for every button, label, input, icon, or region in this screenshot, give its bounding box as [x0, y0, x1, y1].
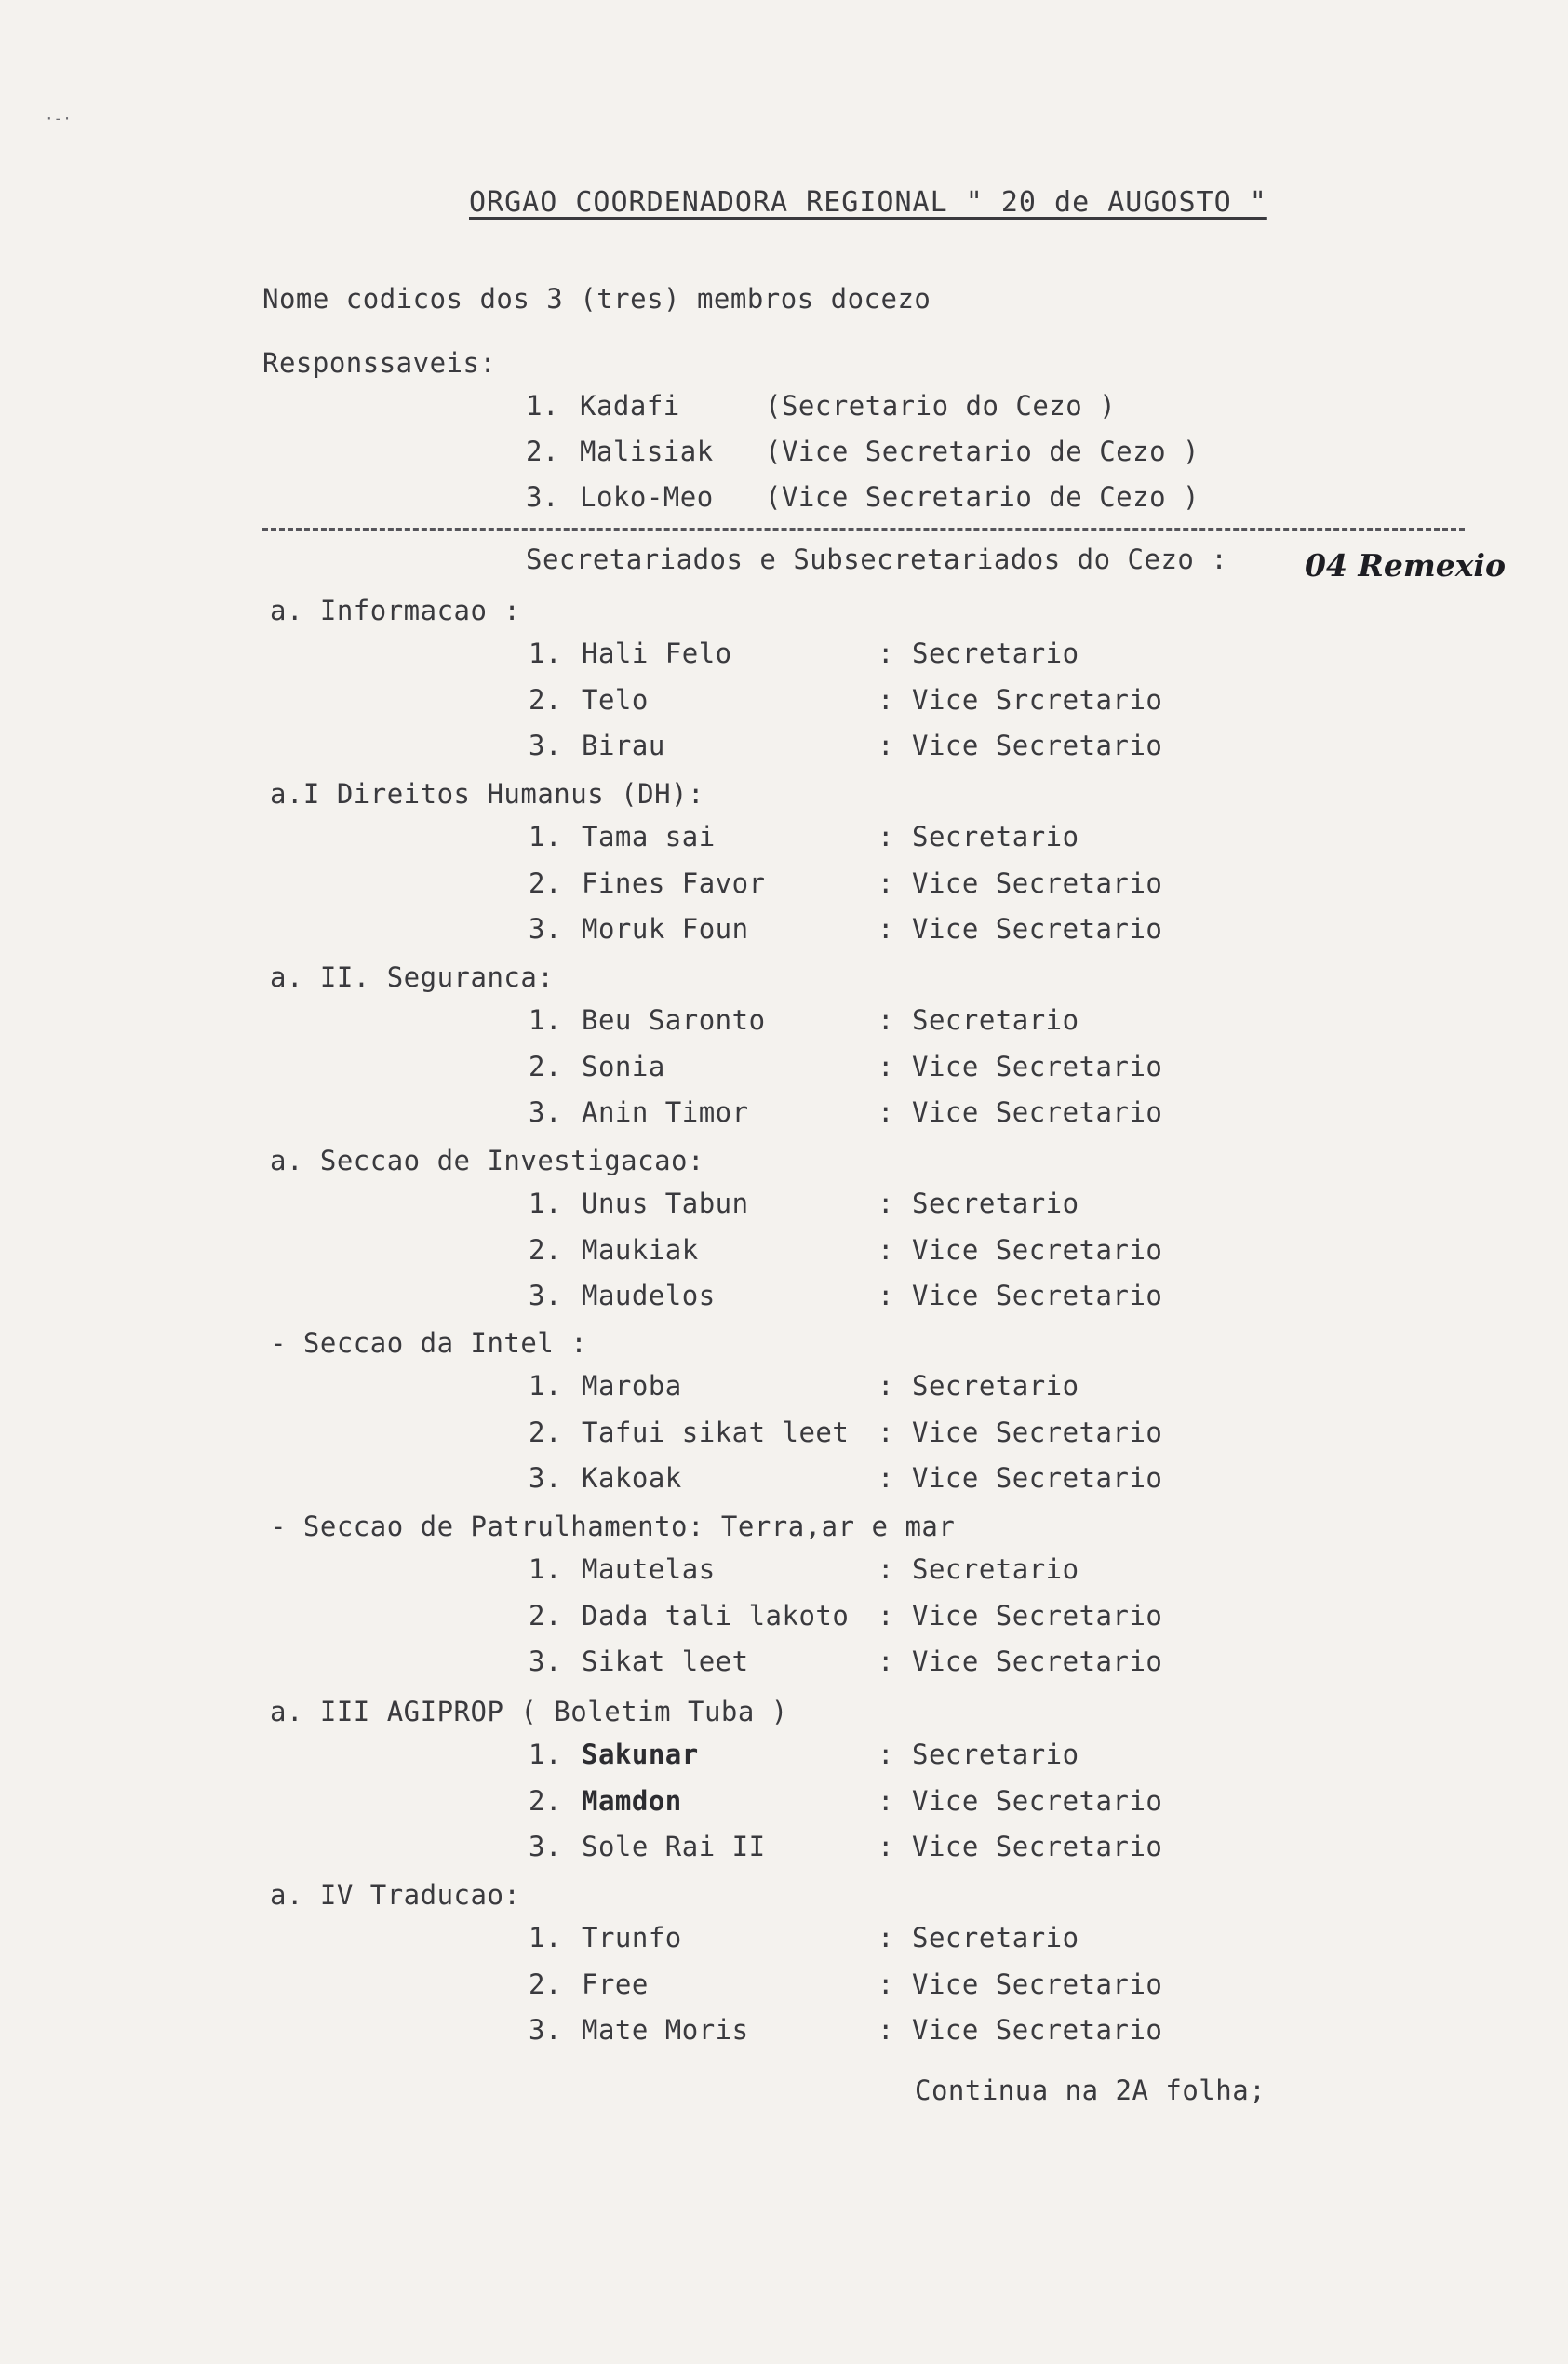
responsavel-number: 3. — [526, 481, 559, 513]
member-role: Vice Secretario — [912, 1417, 1163, 1448]
member-number: 3. — [529, 1096, 562, 1128]
member-role: Vice Secretario — [912, 1234, 1163, 1266]
member-number: 1. — [529, 821, 562, 853]
member-name: Birau — [582, 730, 665, 761]
member-separator: : — [878, 821, 894, 853]
member-separator: : — [878, 638, 894, 669]
member-number: 1. — [529, 1370, 562, 1402]
member-separator: : — [878, 1968, 894, 2000]
member-number: 2. — [529, 1417, 562, 1448]
member-name: Tafui sikat leet — [582, 1417, 850, 1448]
member-number: 1. — [529, 1004, 562, 1036]
responsavel-number: 2. — [526, 436, 559, 467]
member-separator: : — [878, 1004, 894, 1036]
member-separator: : — [878, 1051, 894, 1082]
member-number: 1. — [529, 1922, 562, 1954]
member-role: Secretario — [912, 1922, 1079, 1954]
member-name: Maukiak — [582, 1234, 699, 1266]
member-separator: : — [878, 867, 894, 899]
dashed-divider — [262, 528, 1465, 531]
member-number: 2. — [529, 684, 562, 716]
member-separator: : — [878, 1417, 894, 1448]
intro-line: Nome codicos dos 3 (tres) membros docezo — [262, 283, 931, 315]
member-number: 2. — [529, 1785, 562, 1817]
member-role: Vice Secretario — [912, 1785, 1163, 1817]
member-name: Free — [582, 1968, 649, 2000]
member-number: 2. — [529, 867, 562, 899]
member-role: Vice Secretario — [912, 1968, 1163, 2000]
member-number: 3. — [529, 2014, 562, 2046]
member-number: 1. — [529, 638, 562, 669]
member-name: Maroba — [582, 1370, 682, 1402]
section-heading: a. Seccao de Investigacao: — [270, 1145, 704, 1176]
member-separator: : — [878, 1370, 894, 1402]
member-role: Vice Secretario — [912, 1600, 1163, 1632]
member-number: 3. — [529, 1280, 562, 1311]
paper-blemish: ·-· — [45, 110, 72, 128]
member-separator: : — [878, 1280, 894, 1311]
member-separator: : — [878, 1739, 894, 1770]
member-role: Vice Secretario — [912, 1462, 1163, 1494]
responsavel-number: 1. — [526, 390, 559, 422]
member-name: Maudelos — [582, 1280, 716, 1311]
member-name: Sonia — [582, 1051, 665, 1082]
member-number: 2. — [529, 1051, 562, 1082]
member-role: Vice Secretario — [912, 913, 1163, 945]
member-role: Secretario — [912, 1553, 1079, 1585]
member-name: Dada tali lakoto — [582, 1600, 850, 1632]
member-name: Telo — [582, 684, 649, 716]
member-number: 1. — [529, 1553, 562, 1585]
section-heading: a. IV Traducao: — [270, 1879, 521, 1911]
member-name: Beu Saronto — [582, 1004, 766, 1036]
member-name: Moruk Foun — [582, 913, 749, 945]
member-name: Mamdon — [582, 1785, 682, 1817]
member-number: 3. — [529, 1645, 562, 1677]
member-number: 2. — [529, 1234, 562, 1266]
member-separator: : — [878, 730, 894, 761]
section-heading: - Seccao da Intel : — [270, 1327, 588, 1359]
member-separator: : — [878, 1645, 894, 1677]
responsavel-role: (Vice Secretario de Cezo ) — [765, 436, 1199, 467]
member-role: Secretario — [912, 1739, 1079, 1770]
handwritten-note: 04 Remexio — [1305, 547, 1506, 584]
member-role: Vice Secretario — [912, 1280, 1163, 1311]
member-role: Secretario — [912, 1188, 1079, 1219]
member-number: 3. — [529, 913, 562, 945]
member-name: Mautelas — [582, 1553, 716, 1585]
section-heading: a. Informacao : — [270, 595, 521, 626]
responsavel-name: Loko-Meo — [580, 481, 714, 513]
member-separator: : — [878, 1234, 894, 1266]
member-number: 3. — [529, 730, 562, 761]
responsavel-name: Kadafi — [580, 390, 680, 422]
member-role: Secretario — [912, 821, 1079, 853]
continuation-note: Continua na 2A folha; — [915, 2075, 1266, 2106]
member-role: Vice Secretario — [912, 1096, 1163, 1128]
member-role: Secretario — [912, 1004, 1079, 1036]
member-role: Vice Secretario — [912, 1831, 1163, 1862]
member-name: Tama sai — [582, 821, 716, 853]
member-separator: : — [878, 684, 894, 716]
responsavel-name: Malisiak — [580, 436, 714, 467]
member-separator: : — [878, 1785, 894, 1817]
section-heading: a. II. Seguranca: — [270, 961, 555, 993]
member-name: Kakoak — [582, 1462, 682, 1494]
member-number: 2. — [529, 1600, 562, 1632]
member-separator: : — [878, 1831, 894, 1862]
member-name: Anin Timor — [582, 1096, 749, 1128]
section-heading: - Seccao de Patrulhamento: Terra,ar e mar — [270, 1511, 956, 1542]
member-role: Vice Secretario — [912, 867, 1163, 899]
member-number: 3. — [529, 1462, 562, 1494]
secretariados-heading: Secretariados e Subsecretariados do Cezo : — [526, 544, 1228, 575]
member-name: Trunfo — [582, 1922, 682, 1954]
member-name: Unus Tabun — [582, 1188, 749, 1219]
member-separator: : — [878, 1096, 894, 1128]
member-name: Sole Rai II — [582, 1831, 766, 1862]
member-number: 1. — [529, 1739, 562, 1770]
member-separator: : — [878, 1553, 894, 1585]
member-separator: : — [878, 1600, 894, 1632]
member-role: Vice Secretario — [912, 1645, 1163, 1677]
member-name: Sikat leet — [582, 1645, 749, 1677]
member-role: Vice Srcretario — [912, 684, 1163, 716]
member-name: Mate Moris — [582, 2014, 749, 2046]
responsavel-role: (Secretario do Cezo ) — [765, 390, 1117, 422]
responsavel-role: (Vice Secretario de Cezo ) — [765, 481, 1199, 513]
responsaveis-label: Responssaveis: — [262, 347, 497, 379]
section-heading: a.I Direitos Humanus (DH): — [270, 778, 704, 810]
member-name: Fines Favor — [582, 867, 766, 899]
member-role: Vice Secretario — [912, 2014, 1163, 2046]
member-name: Hali Felo — [582, 638, 732, 669]
member-separator: : — [878, 1188, 894, 1219]
member-number: 2. — [529, 1968, 562, 2000]
member-separator: : — [878, 2014, 894, 2046]
section-heading: a. III AGIPROP ( Boletim Tuba ) — [270, 1696, 788, 1727]
member-name: Sakunar — [582, 1739, 699, 1770]
member-role: Secretario — [912, 1370, 1079, 1402]
member-separator: : — [878, 913, 894, 945]
member-number: 3. — [529, 1831, 562, 1862]
member-role: Vice Secretario — [912, 1051, 1163, 1082]
member-role: Vice Secretario — [912, 730, 1163, 761]
member-number: 1. — [529, 1188, 562, 1219]
member-separator: : — [878, 1922, 894, 1954]
member-separator: : — [878, 1462, 894, 1494]
document-title: ORGAO COORDENADORA REGIONAL " 20 de AUGOSTO " — [469, 186, 1267, 219]
member-role: Secretario — [912, 638, 1079, 669]
